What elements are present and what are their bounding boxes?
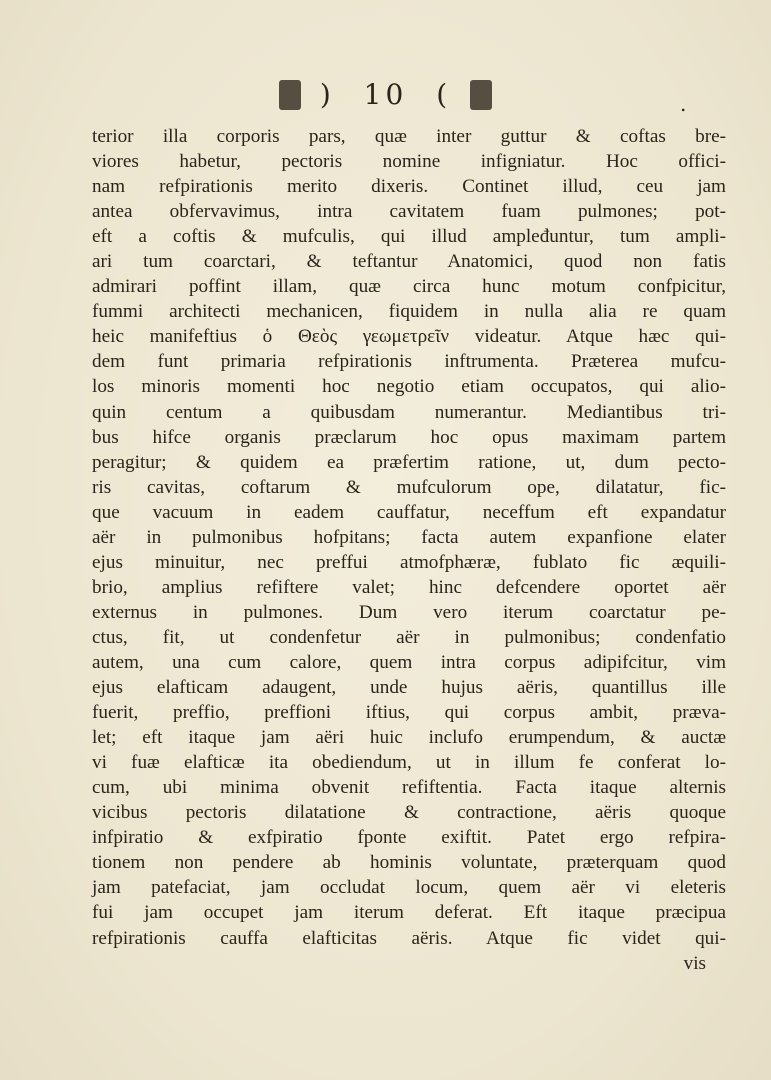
text-line: dem funt primaria refpirationis inftrumenta. Præterea mufcu- bbox=[92, 351, 726, 373]
header-right-paren: ( bbox=[436, 78, 452, 111]
text-line: heic manifeftius ὁ Θεὸς γεωμετρεῖν videatur. Atque hæc qui- bbox=[92, 326, 726, 348]
text-line: cum, ubi minima obvenit refiftentia. Facta itaque alternis bbox=[92, 777, 726, 799]
text-line: fuerit, preffio, preffioni iftius, qui corpus ambit, præva- bbox=[92, 702, 726, 724]
text-line: aër in pulmonibus hofpitans; facta autem expanfione elater bbox=[92, 526, 726, 548]
header-left-paren: ) bbox=[319, 78, 335, 111]
catchword: vis bbox=[683, 952, 706, 974]
text-line: que vacuum in eadem cauffatur, neceffum eft expandatur bbox=[92, 501, 726, 523]
text-line: ejus elafticam adaugent, unde hujus aëris, quantillus ille bbox=[92, 677, 726, 699]
text-line: terior illa corporis pars, quæ inter guttur & coftas bre- bbox=[92, 126, 726, 147]
text-line: autem, una cum calore, quem intra corpus adipifcitur, vim bbox=[92, 651, 726, 673]
text-line: bus hifce organis præclarum hoc opus maximam partem bbox=[92, 426, 726, 448]
text-line: fummi architecti mechanicen, fiquidem in nulla alia re quam bbox=[92, 301, 726, 323]
fleuron-ornament-icon bbox=[470, 80, 492, 110]
text-line: jam patefaciat, jam occludat locum, quem aër vi eleteris bbox=[92, 877, 726, 899]
text-line: vi fuæ elafticæ ita obediendum, ut in illum fe conferat lo- bbox=[92, 752, 726, 774]
text-line: tionem non pendere ab hominis voluntate, præterquam quod bbox=[92, 852, 726, 874]
text-line: fui jam occupet jam iterum deferat. Eft itaque præcipua bbox=[92, 902, 726, 924]
text-line: let; eft itaque jam aëri huic inclufo erumpendum, & auctæ bbox=[92, 727, 726, 749]
page-header bbox=[0, 78, 771, 116]
text-line: antea obfervavimus, intra cavitatem fuam pulmones; pot- bbox=[92, 201, 726, 223]
text-line: peragitur; & quidem ea præfertim ratione, ut, dum pecto- bbox=[92, 451, 726, 473]
text-line: ari tum coarctari, & teftantur Anatomici, quod non fatis bbox=[92, 251, 726, 273]
text-line: vicibus pectoris dilatatione & contractione, aëris quoque bbox=[92, 802, 726, 824]
text-line: admirari poffint illam, quæ circa hunc motum confpicitur, bbox=[92, 276, 726, 298]
text-line: externus in pulmones. Dum vero iterum coarctatur pe- bbox=[92, 601, 726, 623]
text-line: infpiratio & exfpiratio fponte exiftit. Patet ergo refpira- bbox=[92, 827, 726, 849]
text-line: eft a coftis & mufculis, qui illud ampleđuntur, tum ampli- bbox=[92, 226, 726, 248]
text-line: los minoris momenti hoc negotio etiam occupatos, qui alio- bbox=[92, 376, 726, 398]
body-text bbox=[92, 124, 726, 976]
page-number: 10 bbox=[363, 78, 408, 111]
fleuron-ornament-icon bbox=[279, 80, 301, 110]
text-line: nam refpirationis merito dixeris. Continet illud, ceu jam bbox=[92, 176, 726, 198]
text-line: brio, amplius refiftere valet; hinc defcendere oportet aër bbox=[92, 576, 726, 598]
header-trailing-mark: . bbox=[680, 92, 691, 116]
text-line: viores habetur, pectoris nomine infigniatur. Hoc offici- bbox=[92, 151, 726, 173]
text-line: quin centum a quibusdam numerantur. Mediantibus tri- bbox=[92, 401, 726, 423]
text-line: ejus minuitur, nec preffui atmofphæræ, fublato fic æquili- bbox=[92, 551, 726, 573]
text-line: ris cavitas, coftarum & mufculorum ope, dilatatur, fic- bbox=[92, 476, 726, 498]
text-line: ctus, fit, ut condenfetur aër in pulmonibus; condenfatio bbox=[92, 626, 726, 648]
text-line: refpirationis cauffa elafticitas aëris. Atque fic videt qui- bbox=[92, 927, 726, 949]
